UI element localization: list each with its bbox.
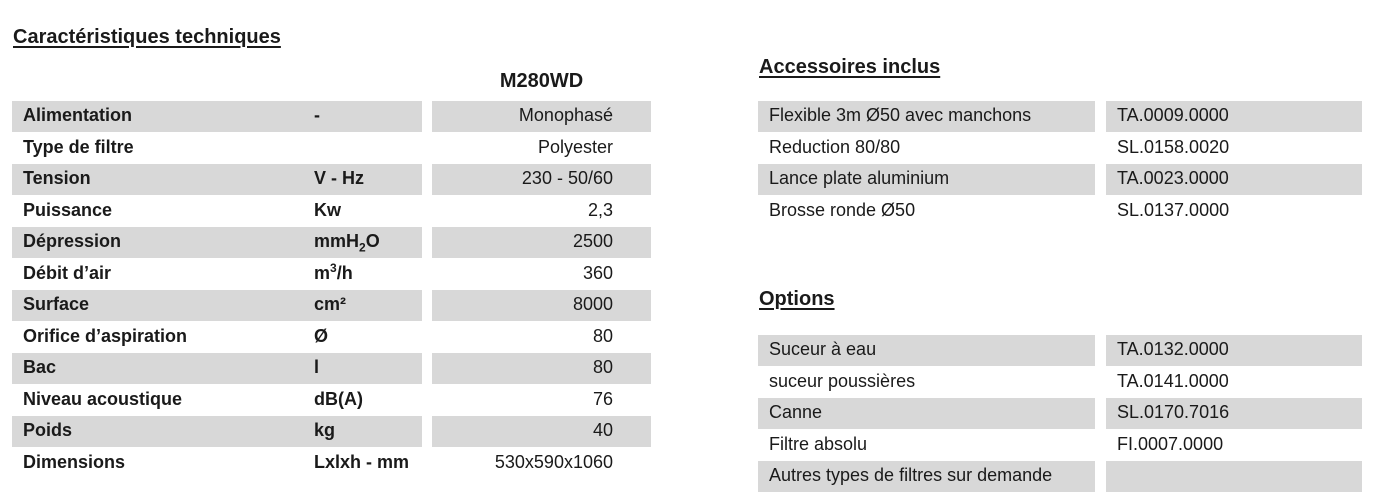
spec-unit — [314, 133, 422, 164]
spec-value: 2,3 — [587, 200, 613, 220]
spec-unit-superscript: 3 — [330, 261, 337, 275]
spec-unit: Kw — [314, 200, 341, 220]
accessories-title: Accessoires inclus — [759, 56, 941, 78]
spec-label: Tension — [12, 164, 422, 195]
spec-label: Niveau acoustique — [23, 389, 183, 409]
spec-unit: Lxlxh - mm — [314, 452, 410, 472]
spec-value: 80 — [592, 326, 613, 346]
model-name: M280WD — [499, 70, 584, 92]
spec-value: 40 — [432, 416, 651, 447]
option-ref: SL.0170.7016 — [1106, 398, 1362, 429]
option-name: Filtre absolu — [769, 434, 868, 454]
option-ref: TA.0141.0000 — [1117, 371, 1229, 391]
spec-unit-tail: O — [365, 231, 380, 251]
accessory-name: Flexible 3m Ø50 avec manchons — [758, 101, 1095, 132]
accessory-ref: TA.0009.0000 — [1106, 101, 1362, 132]
option-name: Canne — [758, 398, 1095, 429]
accessory-name: Reduction 80/80 — [769, 137, 901, 157]
spec-unit-main: m — [314, 263, 331, 283]
spec-unit — [314, 259, 422, 290]
option-name: Suceur à eau — [758, 335, 1095, 366]
option-ref: TA.0132.0000 — [1106, 335, 1362, 366]
spec-unit: kg — [314, 420, 336, 440]
spec-unit-subscript: 2 — [359, 240, 366, 255]
spec-value: 230 - 50/60 — [432, 164, 651, 195]
spec-label: Orifice d’aspiration — [23, 326, 188, 346]
accessory-ref: SL.0137.0000 — [1117, 200, 1230, 220]
spec-unit: V - Hz — [314, 168, 365, 188]
accessory-ref: SL.0158.0020 — [1117, 137, 1230, 157]
spec-value: Monophasé — [432, 101, 651, 132]
spec-unit: - — [314, 105, 320, 125]
options-title: Options — [759, 288, 835, 310]
spec-unit-main: mmH — [314, 231, 360, 251]
accessory-ref: TA.0023.0000 — [1106, 164, 1362, 195]
spec-label: Alimentation — [12, 101, 422, 132]
spec-label: Surface — [12, 290, 422, 321]
spec-unit — [314, 227, 422, 258]
spec-value: Polyester — [537, 137, 613, 157]
spec-unit: dB(A) — [314, 389, 363, 409]
accessory-name: Brosse ronde Ø50 — [769, 200, 916, 220]
spec-label: Poids — [12, 416, 422, 447]
spec-unit: cm² — [314, 294, 347, 314]
accessory-name: Lance plate aluminium — [758, 164, 1095, 195]
spec-label: Dépression — [12, 227, 422, 258]
spec-value: 80 — [432, 353, 651, 384]
spec-unit-tail: /h — [336, 263, 353, 283]
specs-title: Caractéristiques techniques — [13, 26, 281, 48]
spec-label: Dimensions — [23, 452, 126, 472]
spec-label: Type de filtre — [23, 137, 134, 157]
spec-label: Bac — [12, 353, 422, 384]
spec-value: 2500 — [432, 227, 651, 258]
spec-label: Puissance — [23, 200, 113, 220]
option-ref: FI.0007.0000 — [1117, 434, 1224, 454]
spec-value: 8000 — [432, 290, 651, 321]
spec-label: Débit d’air — [23, 263, 112, 283]
spec-unit: Ø — [314, 326, 329, 346]
spec-value: 360 — [582, 263, 613, 283]
spec-value: 530x590x1060 — [494, 452, 613, 472]
option-name: suceur poussières — [769, 371, 916, 391]
spec-unit: l — [314, 357, 320, 377]
option-ref — [1106, 461, 1362, 492]
option-name: Autres types de filtres sur demande — [758, 461, 1095, 492]
spec-value: 76 — [592, 389, 613, 409]
